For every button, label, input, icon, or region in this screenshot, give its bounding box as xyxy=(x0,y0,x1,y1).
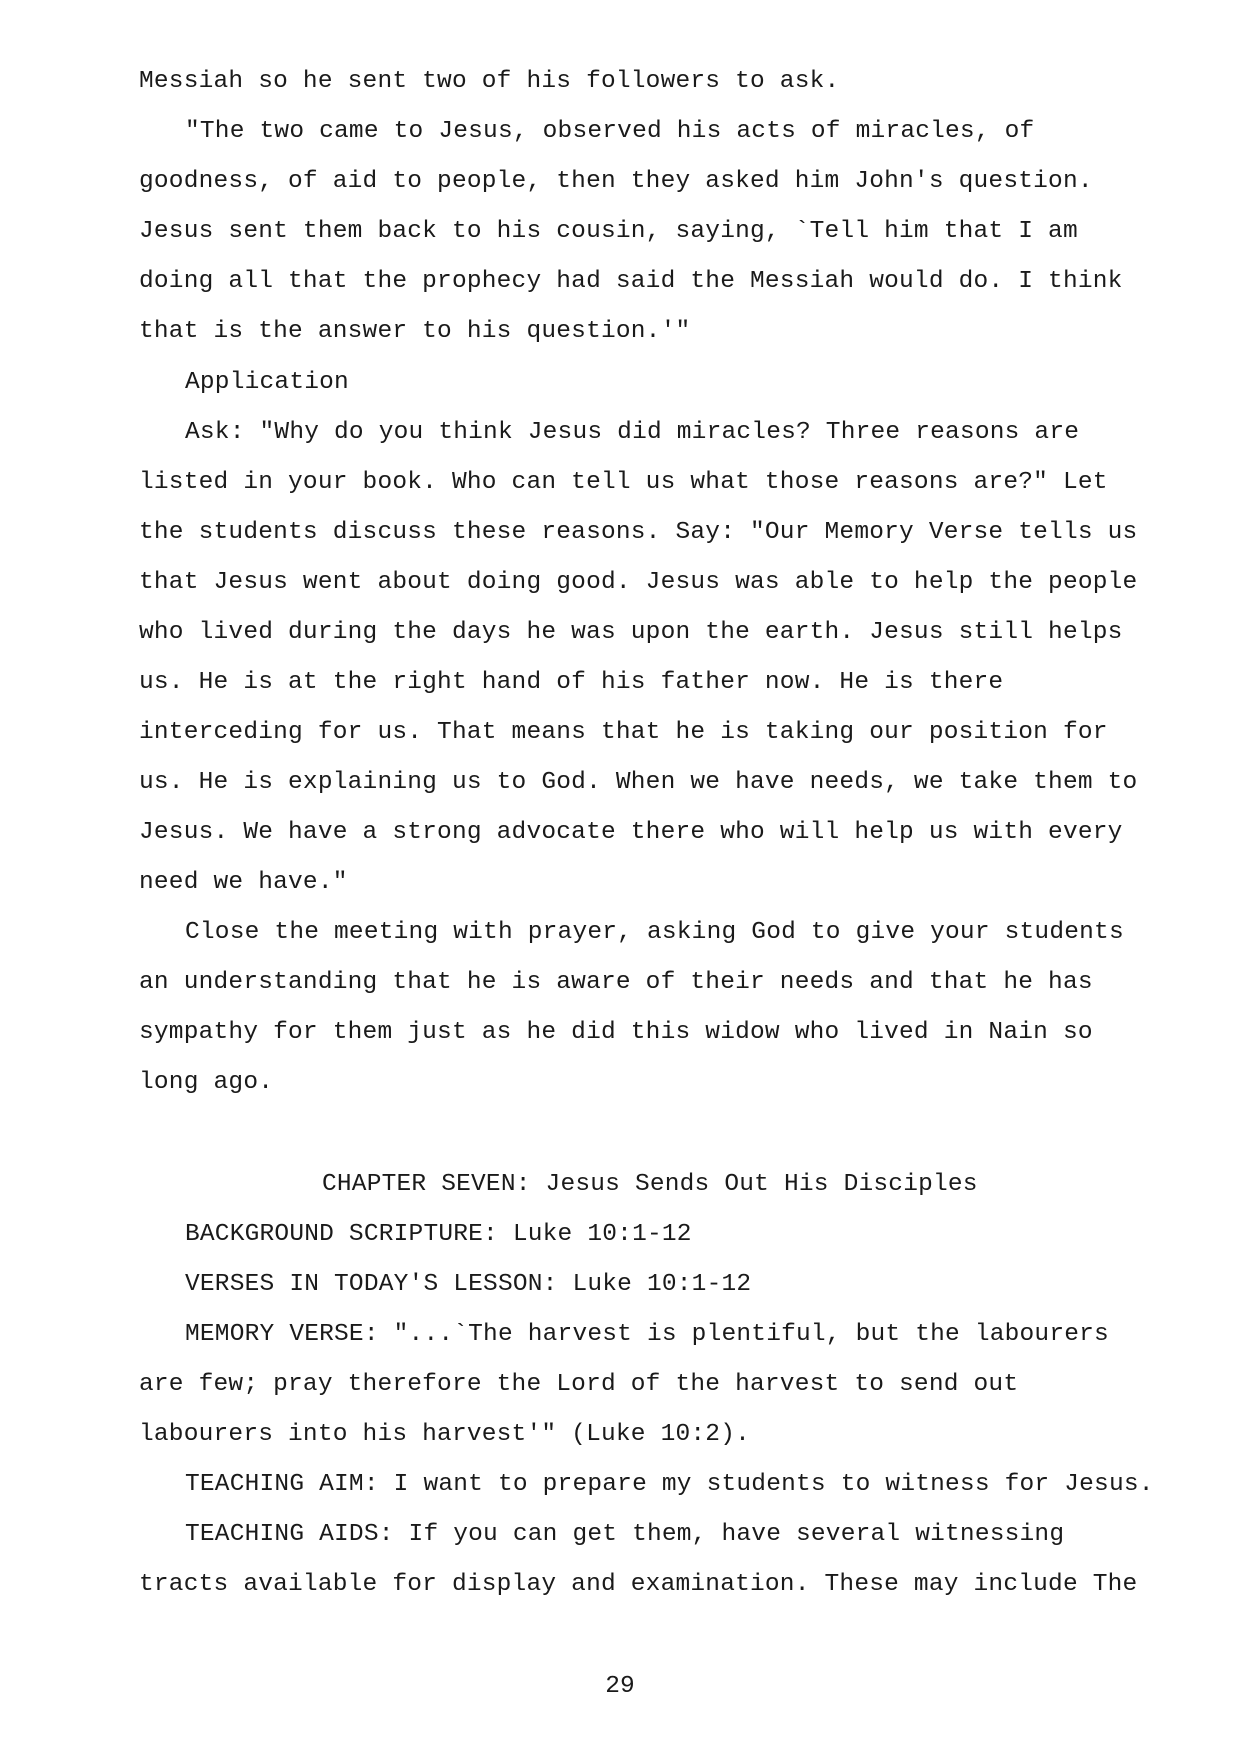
text-line: tracts available for display and examination. These may include The xyxy=(139,1571,1138,1598)
text-line: the students discuss these reasons. Say: "Our Memory Verse tells us xyxy=(139,519,1138,546)
text-line: listed in your book. Who can tell us what those reasons are?" Let xyxy=(139,469,1108,496)
text-line: Messiah so he sent two of his followers to ask. xyxy=(139,68,840,95)
text-line: interceding for us. That means that he is taking our position for xyxy=(139,719,1108,746)
chapter-title: CHAPTER SEVEN: Jesus Sends Out His Disciples xyxy=(322,1171,978,1198)
text-line: Close the meeting with prayer, asking God to give your students xyxy=(185,919,1124,946)
teaching-aids: TEACHING AIDS: If you can get them, have several witnessing xyxy=(185,1521,1065,1548)
background-scripture: BACKGROUND SCRIPTURE: Luke 10:1-12 xyxy=(185,1221,692,1248)
teaching-aim: TEACHING AIM: I want to prepare my students to witness for Jesus. xyxy=(185,1471,1154,1498)
text-line: goodness, of aid to people, then they asked him John's question. xyxy=(139,168,1093,195)
text-line: that Jesus went about doing good. Jesus was able to help the people xyxy=(139,569,1138,596)
text-line: long ago. xyxy=(139,1069,274,1096)
text-line: Ask: "Why do you think Jesus did miracles? Three reasons are xyxy=(185,419,1080,446)
section-heading-application: Application xyxy=(185,369,349,396)
text-line: us. He is explaining us to God. When we have needs, we take them to xyxy=(139,769,1138,796)
text-line: that is the answer to his question.'" xyxy=(139,318,691,345)
text-line: who lived during the days he was upon the earth. Jesus still helps xyxy=(139,619,1123,646)
text-line: labourers into his harvest'" (Luke 10:2). xyxy=(139,1421,750,1448)
verses-in-lesson: VERSES IN TODAY'S LESSON: Luke 10:1-12 xyxy=(185,1271,752,1298)
text-line: an understanding that he is aware of their needs and that he has xyxy=(139,969,1093,996)
text-line: need we have." xyxy=(139,869,348,896)
text-line: Jesus. We have a strong advocate there who will help us with every xyxy=(139,819,1123,846)
text-line: us. He is at the right hand of his father now. He is there xyxy=(139,669,1004,696)
text-line: doing all that the prophecy had said the Messiah would do. I think xyxy=(139,268,1123,295)
text-line: "The two came to Jesus, observed his acts of miracles, of xyxy=(185,118,1035,145)
page-number: 29 xyxy=(605,1673,635,1700)
text-line: sympathy for them just as he did this widow who lived in Nain so xyxy=(139,1019,1093,1046)
memory-verse: MEMORY VERSE: "...`The harvest is plentiful, but the labourers xyxy=(185,1321,1109,1348)
text-line: Jesus sent them back to his cousin, saying, `Tell him that I am xyxy=(139,218,1078,245)
text-line: are few; pray therefore the Lord of the harvest to send out xyxy=(139,1371,1019,1398)
